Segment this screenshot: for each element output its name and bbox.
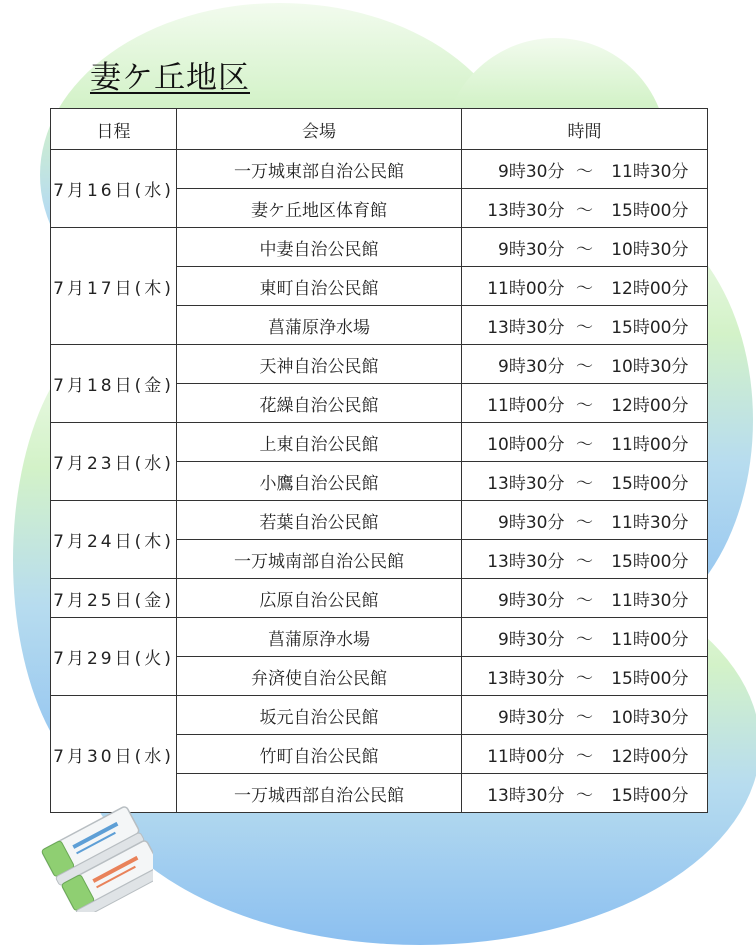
venue-cell: 菖蒲原浄水場 [177, 618, 462, 657]
table-row [51, 501, 708, 540]
time-separator: ～ [576, 356, 593, 377]
end-time: 15時00分 [611, 668, 689, 689]
table-header-row [51, 109, 708, 150]
time-separator: ～ [576, 434, 593, 455]
time-cell [462, 579, 708, 618]
time-separator: ～ [576, 278, 593, 299]
page-title: 妻ケ丘地区 [90, 60, 250, 96]
time-separator: ～ [576, 200, 593, 221]
start-time: 9時30分 [498, 161, 565, 182]
start-time: 9時30分 [498, 356, 565, 377]
table-row [51, 696, 708, 735]
time-cell [462, 423, 708, 462]
date-cell: 7月23日(水) [51, 423, 177, 501]
time-separator: ～ [576, 590, 593, 611]
date-cell: 7月18日(金) [51, 345, 177, 423]
start-time: 13時30分 [487, 473, 565, 494]
time-cell [462, 696, 708, 735]
time-cell [462, 657, 708, 696]
header-time: 時間 [462, 109, 708, 150]
end-time: 10時30分 [611, 707, 689, 728]
time-cell [462, 345, 708, 384]
end-time: 12時00分 [611, 746, 689, 767]
end-time: 11時30分 [611, 590, 689, 611]
time-cell [462, 228, 708, 267]
time-separator: ～ [576, 395, 593, 416]
venue-cell: 天神自治公民館 [177, 345, 462, 384]
end-time: 15時00分 [611, 473, 689, 494]
time-separator: ～ [576, 707, 593, 728]
time-cell [462, 150, 708, 189]
time-cell [462, 501, 708, 540]
start-time: 11時00分 [487, 278, 565, 299]
end-time: 15時00分 [611, 785, 689, 806]
venue-cell: 菖蒲原浄水場 [177, 306, 462, 345]
eraser-icon [28, 800, 153, 912]
end-time: 15時00分 [611, 551, 689, 572]
start-time: 9時30分 [498, 239, 565, 260]
date-cell: 7月24日(木) [51, 501, 177, 579]
time-cell [462, 384, 708, 423]
time-separator: ～ [576, 473, 593, 494]
start-time: 13時30分 [487, 785, 565, 806]
time-separator: ～ [576, 239, 593, 260]
time-cell [462, 618, 708, 657]
table-row [51, 150, 708, 189]
time-cell [462, 267, 708, 306]
header-venue: 会場 [177, 109, 462, 150]
end-time: 11時00分 [611, 629, 689, 650]
end-time: 11時00分 [611, 434, 689, 455]
time-separator: ～ [576, 512, 593, 533]
end-time: 12時00分 [611, 278, 689, 299]
start-time: 9時30分 [498, 707, 565, 728]
venue-cell: 上東自治公民館 [177, 423, 462, 462]
time-separator: ～ [576, 785, 593, 806]
end-time: 10時30分 [611, 356, 689, 377]
table-row [51, 618, 708, 657]
venue-cell: 一万城西部自治公民館 [177, 774, 462, 813]
venue-cell: 坂元自治公民館 [177, 696, 462, 735]
end-time: 11時30分 [611, 512, 689, 533]
start-time: 9時30分 [498, 629, 565, 650]
time-cell [462, 540, 708, 579]
start-time: 9時30分 [498, 590, 565, 611]
venue-cell: 広原自治公民館 [177, 579, 462, 618]
start-time: 13時30分 [487, 317, 565, 338]
venue-cell: 一万城南部自治公民館 [177, 540, 462, 579]
schedule-body [51, 150, 708, 813]
schedule-table [50, 108, 708, 813]
venue-cell: 妻ケ丘地区体育館 [177, 189, 462, 228]
venue-cell: 若葉自治公民館 [177, 501, 462, 540]
start-time: 9時30分 [498, 512, 565, 533]
venue-cell: 花繰自治公民館 [177, 384, 462, 423]
date-cell: 7月17日(木) [51, 228, 177, 345]
table-row [51, 345, 708, 384]
venue-cell: 竹町自治公民館 [177, 735, 462, 774]
time-cell [462, 462, 708, 501]
time-cell [462, 735, 708, 774]
time-separator: ～ [576, 551, 593, 572]
time-separator: ～ [576, 746, 593, 767]
venue-cell: 東町自治公民館 [177, 267, 462, 306]
start-time: 13時30分 [487, 200, 565, 221]
end-time: 11時30分 [611, 161, 689, 182]
time-cell [462, 189, 708, 228]
table-row [51, 423, 708, 462]
table-row [51, 579, 708, 618]
date-cell: 7月25日(金) [51, 579, 177, 618]
time-separator: ～ [576, 317, 593, 338]
end-time: 12時00分 [611, 395, 689, 416]
venue-cell: 一万城東部自治公民館 [177, 150, 462, 189]
end-time: 15時00分 [611, 317, 689, 338]
start-time: 13時30分 [487, 668, 565, 689]
start-time: 13時30分 [487, 551, 565, 572]
end-time: 10時30分 [611, 239, 689, 260]
start-time: 11時00分 [487, 395, 565, 416]
time-cell [462, 774, 708, 813]
date-cell: 7月30日(水) [51, 696, 177, 813]
date-cell: 7月16日(水) [51, 150, 177, 228]
header-date: 日程 [51, 109, 177, 150]
time-separator: ～ [576, 161, 593, 182]
date-cell: 7月29日(火) [51, 618, 177, 696]
end-time: 15時00分 [611, 200, 689, 221]
time-separator: ～ [576, 629, 593, 650]
time-separator: ～ [576, 668, 593, 689]
venue-cell: 小鷹自治公民館 [177, 462, 462, 501]
venue-cell: 弁済使自治公民館 [177, 657, 462, 696]
start-time: 10時00分 [487, 434, 565, 455]
start-time: 11時00分 [487, 746, 565, 767]
table-row [51, 228, 708, 267]
venue-cell: 中妻自治公民館 [177, 228, 462, 267]
time-cell [462, 306, 708, 345]
